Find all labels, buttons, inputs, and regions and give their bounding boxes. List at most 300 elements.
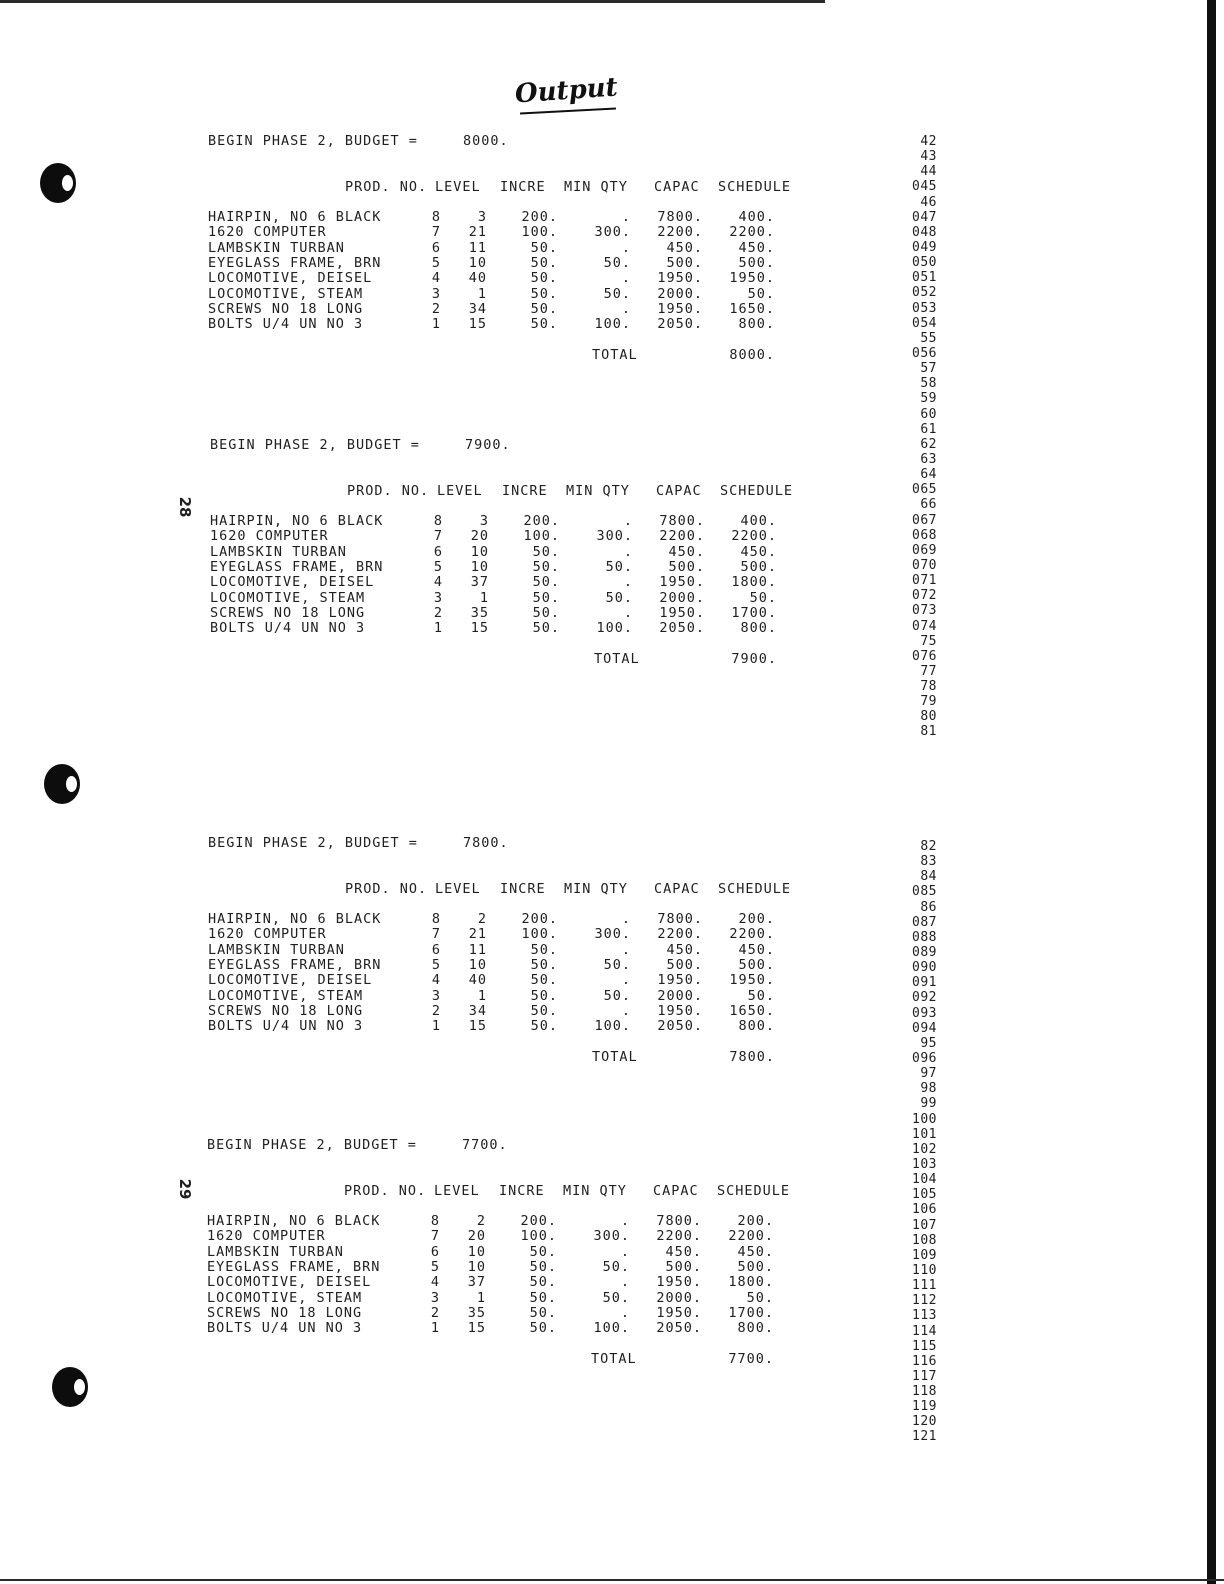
capac-cell: 2050. [656, 1320, 702, 1337]
prod-no-cell: 7 [433, 528, 443, 545]
capac-cell: 7800. [656, 1213, 702, 1229]
product-name: SCREWS NO 18 LONG [208, 1002, 364, 1019]
prod-no-cell: 7 [431, 926, 441, 943]
level-cell: 21 [468, 224, 487, 241]
product-name: EYEGLASS FRAME, BRN [207, 1258, 381, 1275]
level-cell: 20 [470, 528, 489, 545]
column-header-incre: INCRE [502, 483, 548, 499]
schedule-cell: 400. [740, 513, 777, 529]
schedule-cell: 50. [747, 285, 775, 302]
product-name: SCREWS NO 18 LONG [207, 1304, 363, 1321]
schedule-cell: 400. [738, 209, 775, 225]
schedule-cell: 450. [737, 1243, 774, 1260]
level-cell: 10 [467, 1243, 486, 1260]
min-qty-cell: . [623, 513, 633, 529]
incre-cell: 50. [532, 589, 560, 606]
line-number: 096 [912, 1050, 937, 1066]
punch-hole [52, 1367, 88, 1407]
line-number: 091 [912, 975, 937, 991]
prod-no-cell: 6 [431, 941, 441, 958]
min-qty-cell: . [621, 1002, 631, 1019]
incre-cell: 50. [529, 1258, 557, 1275]
incre-cell: 50. [530, 972, 558, 989]
schedule-cell: 50. [749, 589, 777, 606]
min-qty-cell: . [620, 1274, 630, 1291]
min-qty-cell: . [621, 300, 631, 317]
level-cell: 11 [468, 941, 487, 958]
level-cell: 35 [467, 1304, 486, 1321]
min-qty-cell: 100. [594, 316, 631, 333]
schedule-cell: 800. [738, 316, 775, 333]
table-row [208, 271, 828, 286]
line-number: 57 [920, 361, 937, 377]
capac-cell: 450. [666, 941, 703, 958]
line-number: 051 [912, 270, 937, 286]
capac-cell: 450. [666, 239, 703, 256]
line-number: 55 [920, 330, 937, 346]
table-row [210, 529, 830, 544]
incre-cell: 50. [530, 270, 558, 287]
prod-no-cell: 7 [431, 224, 441, 241]
table-row [208, 1004, 828, 1019]
line-number: 99 [920, 1096, 937, 1112]
line-number: 62 [920, 436, 937, 452]
level-cell: 34 [468, 300, 487, 317]
line-number: 118 [912, 1384, 937, 1400]
line-number: 95 [920, 1035, 937, 1051]
capac-cell: 7800. [657, 209, 703, 225]
min-qty-cell: . [623, 574, 633, 591]
table-row [207, 1306, 827, 1321]
column-header-min: MIN QTY [563, 1183, 627, 1199]
capac-cell: 2050. [657, 316, 703, 333]
incre-cell: 100. [521, 224, 558, 241]
line-number: 050 [912, 255, 937, 271]
column-header-incre: INCRE [499, 1183, 545, 1199]
total-value: 7900. [731, 651, 777, 667]
incre-cell: 50. [530, 1018, 558, 1035]
product-name: LOCOMOTIVE, STEAM [210, 589, 366, 606]
schedule-cell: 450. [740, 543, 777, 560]
level-cell: 15 [468, 316, 487, 333]
prod-no-cell: 2 [433, 604, 443, 621]
line-number: 80 [920, 709, 937, 725]
total-label: TOTAL [591, 1351, 637, 1367]
product-name: HAIRPIN, NO 6 BLACK [208, 209, 382, 225]
incre-cell: 50. [529, 1289, 557, 1306]
incre-cell: 50. [532, 543, 560, 560]
column-header-incre: INCRE [500, 881, 546, 897]
table-row [208, 912, 828, 927]
level-cell: 1 [476, 1289, 486, 1306]
line-number: 64 [920, 467, 937, 483]
schedule-cell: 1800. [728, 1274, 774, 1291]
prod-no-cell: 8 [431, 911, 441, 927]
column-header-incre: INCRE [500, 179, 546, 195]
line-number: 089 [912, 944, 937, 960]
line-number: 116 [912, 1353, 937, 1369]
prod-no-cell: 8 [433, 513, 443, 529]
min-qty-cell: 300. [596, 528, 633, 545]
capac-cell: 1950. [657, 300, 703, 317]
min-qty-cell: . [623, 604, 633, 621]
incre-cell: 50. [532, 604, 560, 621]
top-edge-line [0, 0, 825, 3]
table-row [210, 621, 830, 636]
column-header-prod: PROD. NO. [344, 1183, 427, 1199]
column-header-level: LEVEL [437, 483, 483, 499]
capac-cell: 1950. [657, 972, 703, 989]
table-row [208, 302, 828, 317]
line-number: 047 [912, 209, 937, 225]
prod-no-cell: 2 [431, 1002, 441, 1019]
min-qty-cell: . [621, 270, 631, 287]
schedule-cell: 500. [740, 558, 777, 575]
min-qty-cell: 100. [596, 620, 633, 637]
min-qty-cell: . [621, 972, 631, 989]
line-number: 46 [920, 194, 937, 210]
product-name: LOCOMOTIVE, DEISEL [210, 574, 375, 591]
table-row [210, 575, 830, 590]
level-cell: 35 [470, 604, 489, 621]
schedule-cell: 500. [737, 1258, 774, 1275]
capac-cell: 450. [668, 543, 705, 560]
page-stamp: 29 [176, 1178, 194, 1200]
incre-cell: 50. [532, 620, 560, 637]
schedule-cell: 500. [738, 254, 775, 271]
level-cell: 1 [479, 589, 489, 606]
product-name: HAIRPIN, NO 6 BLACK [208, 911, 382, 927]
min-qty-cell: 50. [603, 254, 631, 271]
product-name: BOLTS U/4 UN NO 3 [208, 1018, 364, 1035]
line-number: 60 [920, 406, 937, 422]
table-row [207, 1321, 827, 1336]
table-row [207, 1229, 827, 1244]
capac-cell: 2000. [657, 285, 703, 302]
line-number: 117 [912, 1368, 937, 1384]
min-qty-cell: . [623, 543, 633, 560]
prod-no-cell: 1 [431, 1018, 441, 1035]
min-qty-cell: . [621, 941, 631, 958]
min-qty-cell: 100. [593, 1320, 630, 1337]
line-number: 070 [912, 557, 937, 573]
level-cell: 3 [477, 209, 487, 225]
prod-no-cell: 3 [431, 987, 441, 1004]
column-header-min: MIN QTY [564, 881, 628, 897]
line-number: 82 [920, 839, 937, 854]
prod-no-cell: 4 [431, 270, 441, 287]
incre-cell: 100. [521, 926, 558, 943]
product-name: EYEGLASS FRAME, BRN [210, 558, 384, 575]
line-number: 75 [920, 633, 937, 649]
line-number: 107 [912, 1217, 937, 1233]
level-cell: 37 [470, 574, 489, 591]
line-number: 085 [912, 884, 937, 900]
incre-cell: 100. [523, 528, 560, 545]
line-number: 119 [912, 1399, 937, 1415]
prod-no-cell: 5 [430, 1258, 440, 1275]
capac-cell: 1950. [659, 574, 705, 591]
line-number: 103 [912, 1156, 937, 1172]
column-header-schedule: SCHEDULE [718, 881, 792, 897]
prod-no-cell: 4 [430, 1274, 440, 1291]
table-row [208, 1019, 828, 1034]
incre-cell: 200. [521, 209, 558, 225]
line-number: 053 [912, 300, 937, 316]
incre-cell: 50. [530, 254, 558, 271]
level-cell: 10 [470, 558, 489, 575]
line-numbers-top [895, 134, 937, 740]
incre-cell: 50. [530, 1002, 558, 1019]
page-stamp: 28 [176, 496, 194, 518]
column-header-level: LEVEL [435, 881, 481, 897]
line-numbers-bottom [895, 839, 937, 1445]
table-row [208, 317, 828, 332]
prod-no-cell: 4 [433, 574, 443, 591]
line-number: 048 [912, 224, 937, 240]
capac-cell: 2200. [656, 1228, 702, 1245]
schedule-cell: 1650. [729, 300, 775, 317]
incre-cell: 50. [529, 1304, 557, 1321]
incre-cell: 200. [520, 1213, 557, 1229]
phase-header: BEGIN PHASE 2, BUDGET = [208, 133, 418, 149]
level-cell: 15 [467, 1320, 486, 1337]
line-number: 63 [920, 451, 937, 467]
schedule-cell: 2200. [729, 224, 775, 241]
capac-cell: 2200. [657, 926, 703, 943]
product-name: EYEGLASS FRAME, BRN [208, 956, 382, 973]
line-number: 58 [920, 376, 937, 392]
line-number: 054 [912, 315, 937, 331]
min-qty-cell: 50. [602, 1289, 630, 1306]
prod-no-cell: 8 [431, 209, 441, 225]
table-row [207, 1291, 827, 1306]
line-number: 092 [912, 990, 937, 1006]
line-number: 104 [912, 1172, 937, 1188]
level-cell: 15 [470, 620, 489, 637]
min-qty-cell: . [620, 1304, 630, 1321]
column-header-level: LEVEL [435, 179, 481, 195]
column-header-schedule: SCHEDULE [718, 179, 792, 195]
capac-cell: 500. [666, 254, 703, 271]
min-qty-cell: . [620, 1213, 630, 1229]
prod-no-cell: 3 [431, 285, 441, 302]
line-number: 100 [912, 1111, 937, 1127]
line-number: 59 [920, 391, 937, 407]
level-cell: 2 [476, 1213, 486, 1229]
schedule-cell: 800. [738, 1018, 775, 1035]
line-number: 81 [920, 724, 937, 740]
line-number: 44 [920, 164, 937, 180]
capac-cell: 7800. [659, 513, 705, 529]
incre-cell: 50. [532, 558, 560, 575]
report-block [208, 134, 828, 434]
capac-cell: 1950. [656, 1274, 702, 1291]
schedule-cell: 1700. [731, 604, 777, 621]
title-underline [520, 107, 616, 114]
product-name: LAMBSKIN TURBAN [208, 941, 345, 958]
prod-no-cell: 3 [430, 1289, 440, 1306]
line-number: 106 [912, 1202, 937, 1218]
table-row [208, 927, 828, 942]
incre-cell: 50. [530, 239, 558, 256]
product-name: SCREWS NO 18 LONG [210, 604, 366, 621]
prod-no-cell: 1 [431, 316, 441, 333]
min-qty-cell: 50. [602, 1258, 630, 1275]
table-row [208, 225, 828, 240]
prod-no-cell: 8 [430, 1213, 440, 1229]
schedule-cell: 1800. [731, 574, 777, 591]
min-qty-cell: 50. [605, 558, 633, 575]
total-value: 7700. [728, 1351, 774, 1367]
line-number: 120 [912, 1414, 937, 1430]
punch-hole [44, 764, 80, 804]
bottom-edge-line [0, 1579, 1224, 1581]
level-cell: 15 [468, 1018, 487, 1035]
line-number: 088 [912, 929, 937, 945]
schedule-cell: 800. [740, 620, 777, 637]
capac-cell: 2000. [659, 589, 705, 606]
line-number: 090 [912, 960, 937, 976]
product-name: 1620 COMPUTER [207, 1228, 326, 1245]
product-name: HAIRPIN, NO 6 BLACK [207, 1213, 381, 1229]
table-row [208, 241, 828, 256]
line-number: 78 [920, 679, 937, 695]
level-cell: 37 [467, 1274, 486, 1291]
line-number: 121 [912, 1429, 937, 1445]
phase-header: BEGIN PHASE 2, BUDGET = [210, 437, 420, 453]
prod-no-cell: 3 [433, 589, 443, 606]
line-number: 79 [920, 694, 937, 710]
schedule-cell: 200. [738, 911, 775, 927]
report-block [208, 836, 828, 1136]
level-cell: 3 [479, 513, 489, 529]
column-header-prod: PROD. NO. [345, 881, 428, 897]
line-number: 108 [912, 1232, 937, 1248]
schedule-cell: 2200. [728, 1228, 774, 1245]
prod-no-cell: 6 [433, 543, 443, 560]
level-cell: 11 [468, 239, 487, 256]
product-name: 1620 COMPUTER [208, 224, 327, 241]
product-name: SCREWS NO 18 LONG [208, 300, 364, 317]
table-row [207, 1260, 827, 1275]
min-qty-cell: 50. [603, 285, 631, 302]
schedule-cell: 50. [747, 987, 775, 1004]
min-qty-cell: 300. [594, 926, 631, 943]
incre-cell: 50. [529, 1274, 557, 1291]
table-row [207, 1275, 827, 1290]
budget-value: 7900. [465, 437, 511, 453]
prod-no-cell: 5 [433, 558, 443, 575]
table-row [207, 1245, 827, 1260]
capac-cell: 7800. [657, 911, 703, 927]
line-number: 056 [912, 345, 937, 361]
product-name: LOCOMOTIVE, DEISEL [208, 972, 373, 989]
table-row [210, 545, 830, 560]
line-number: 093 [912, 1005, 937, 1021]
level-cell: 10 [467, 1258, 486, 1275]
incre-cell: 50. [530, 300, 558, 317]
level-cell: 21 [468, 926, 487, 943]
line-number: 114 [912, 1323, 937, 1339]
product-name: HAIRPIN, NO 6 BLACK [210, 513, 384, 529]
line-number: 97 [920, 1066, 937, 1082]
column-header-capac: CAPAC [656, 483, 702, 499]
schedule-cell: 2200. [731, 528, 777, 545]
line-number: 77 [920, 663, 937, 679]
line-number: 068 [912, 527, 937, 543]
table-row [208, 210, 828, 225]
capac-cell: 2000. [657, 987, 703, 1004]
capac-cell: 2000. [656, 1289, 702, 1306]
min-qty-cell: 300. [594, 224, 631, 241]
line-number: 83 [920, 854, 937, 870]
line-number: 087 [912, 914, 937, 930]
incre-cell: 50. [530, 987, 558, 1004]
product-name: LAMBSKIN TURBAN [208, 239, 345, 256]
level-cell: 40 [468, 270, 487, 287]
capac-cell: 500. [666, 956, 703, 973]
total-value: 8000. [729, 347, 775, 363]
incre-cell: 100. [520, 1228, 557, 1245]
table-row [208, 958, 828, 973]
report-block [210, 438, 830, 738]
prod-no-cell: 4 [431, 972, 441, 989]
line-number: 072 [912, 588, 937, 604]
level-cell: 10 [470, 543, 489, 560]
product-name: LAMBSKIN TURBAN [210, 543, 347, 560]
schedule-cell: 450. [738, 239, 775, 256]
incre-cell: 50. [532, 574, 560, 591]
min-qty-cell: . [621, 209, 631, 225]
schedule-cell: 2200. [729, 926, 775, 943]
line-number: 110 [912, 1262, 937, 1278]
prod-no-cell: 5 [431, 254, 441, 271]
line-number: 42 [920, 134, 937, 149]
line-number: 065 [912, 482, 937, 498]
incre-cell: 200. [523, 513, 560, 529]
incre-cell: 200. [521, 911, 558, 927]
incre-cell: 50. [529, 1320, 557, 1337]
prod-no-cell: 1 [430, 1320, 440, 1337]
schedule-cell: 1650. [729, 1002, 775, 1019]
product-name: LOCOMOTIVE, DEISEL [208, 270, 373, 287]
right-edge-bar [1207, 0, 1216, 1584]
incre-cell: 50. [530, 316, 558, 333]
table-row [208, 256, 828, 271]
schedule-cell: 800. [737, 1320, 774, 1337]
capac-cell: 500. [665, 1258, 702, 1275]
line-number: 101 [912, 1126, 937, 1142]
total-label: TOTAL [592, 1049, 638, 1065]
line-number: 049 [912, 239, 937, 255]
min-qty-cell: . [621, 239, 631, 256]
capac-cell: 1950. [659, 604, 705, 621]
prod-no-cell: 5 [431, 956, 441, 973]
product-name: 1620 COMPUTER [210, 528, 329, 545]
prod-no-cell: 1 [433, 620, 443, 637]
prod-no-cell: 6 [430, 1243, 440, 1260]
table-row [208, 973, 828, 988]
line-number: 067 [912, 512, 937, 528]
prod-no-cell: 2 [431, 300, 441, 317]
schedule-cell: 1700. [728, 1304, 774, 1321]
capac-cell: 1950. [657, 1002, 703, 1019]
level-cell: 10 [468, 956, 487, 973]
min-qty-cell: 100. [594, 1018, 631, 1035]
line-number: 113 [912, 1308, 937, 1324]
line-number: 094 [912, 1020, 937, 1036]
